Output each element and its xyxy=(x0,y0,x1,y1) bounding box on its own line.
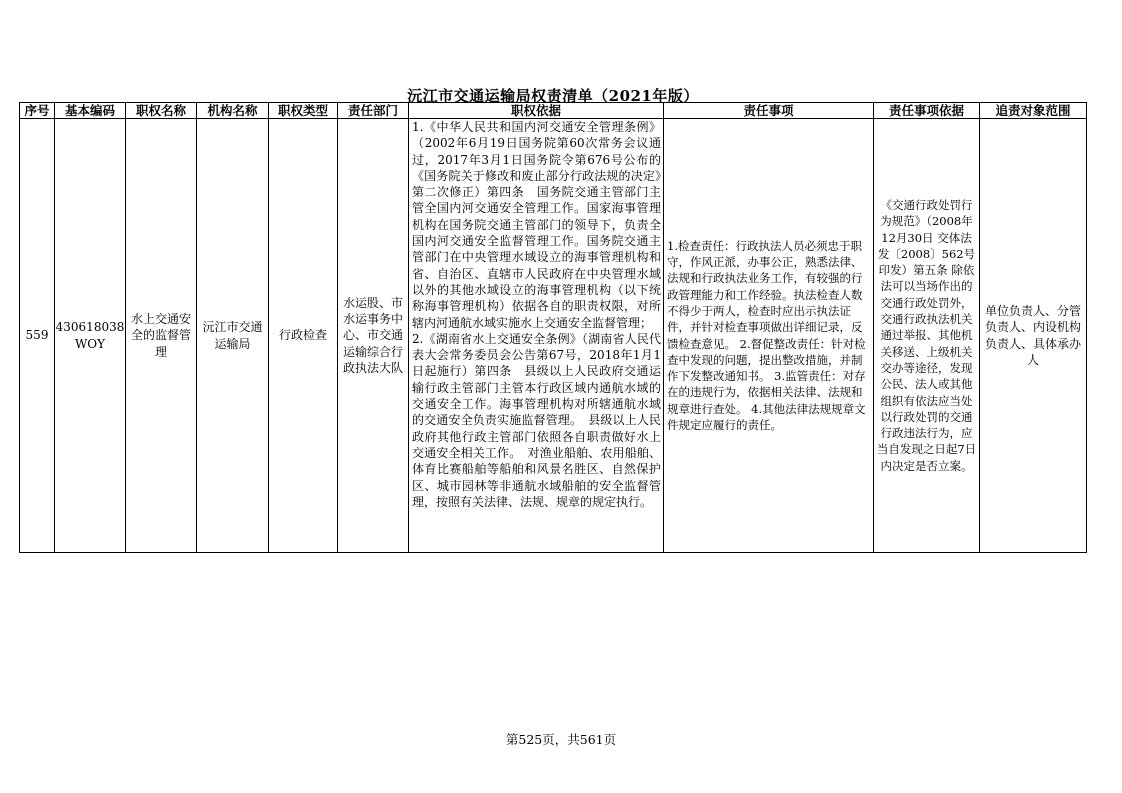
document-title: 沅江市交通运输局权责清单（2021年版） xyxy=(407,87,699,105)
cell-accountability xyxy=(980,119,1087,553)
responsibility-table xyxy=(19,102,1087,553)
header-row xyxy=(20,103,1087,119)
basis-text: 1.《中华人民共和国内河交通安全管理条例》（2002年6月19日国务院第60次常务会议通过，2017年3月1日国务院令第676号公布的《国务院关于修改和废止部分行政法规的决定》第二次修正）第四条 国务院交通主管部门主管全国内河交通安全管理工作。国家海事管理机构在国务院交通主管部门的领导下，负责全国内河交通安全监督管理工作。国务院交通主管部门在中央管理水域设立的海事管理机构和省、自治区、直辖市人民政府在中央管理水域以外的其他水域设立的海事管理机构（以下统称海事管理机构）依据各自的职责权限，对所辖内河通航水域实施水上交通安全监督管理； 2.《湖南省水上交通安全条例》（湖南省人民代表大会常务委员会公告第67号，2018年1月1日起施行）第四条 县级以上人民政府交通运输行政主管部门主管本行政区域内通航水域的交通安全工作。海事管理机构对所辖通航水域的交通安全负责实施监督管理。 县级以上人民政府其他行政主管部门依照各自职责做好水上交通安全相关工作。 对渔业船舶、农用船舶、体育比赛船舶等船舶和风景名胜区、自然保护区、城市园林等非通航水域船舶的安全监督管理，按照有关法律、法规、规章的规定执行。 xyxy=(412,120,661,509)
cell-dept: 水运股、市水运事务中心、市交通运输综合行政执法大队 xyxy=(338,119,409,553)
cell-seq: 559 xyxy=(20,119,55,553)
header-dept: 责任部门 xyxy=(338,103,409,119)
page-number: 第525页，共561页 xyxy=(505,732,617,747)
cell-power-name: 水上交通安全的监督管理 xyxy=(126,119,197,553)
cell-basis xyxy=(409,119,664,553)
cell-code: 430618038WOY xyxy=(55,119,126,553)
header-org-name: 机构名称 xyxy=(197,103,269,119)
header-power-name: 职权名称 xyxy=(126,103,197,119)
header-resp-basis: 责任事项依据 xyxy=(874,103,980,119)
table-row xyxy=(20,119,1087,553)
cell-org-name: 沅江市交通运输局 xyxy=(197,119,269,553)
header-basis: 职权依据 xyxy=(409,103,664,119)
accountability-text: 单位负责人、分管负责人、内设机构负责人、具体承办人 xyxy=(984,303,1081,367)
cell-resp-basis xyxy=(874,119,980,553)
header-power-type: 职权类型 xyxy=(269,103,338,119)
responsibilities-text: 1.检查责任：行政执法人员必须忠于职守，作风正派，办事公正，熟悉法律、法规和行政执法业务工作，有较强的行政管理能力和工作经验。执法检查人数不得少于两人，检查时应出示执法证件，并针对检查事项做出详细记录，反馈检查意见。 2.督促整改责任：针对检查中发现的问题，提出整改措施，并制作下发整改通知书。 3.监管责任：对存在的违规行为，依据相关法律、法规和规章进行查处。 4.其他法律法规规章文件规定应履行的责任。 xyxy=(667,238,866,432)
header-responsibilities: 责任事项 xyxy=(664,103,874,119)
header-seq: 序号 xyxy=(20,103,55,119)
resp-basis-text: 《交通行政处罚行为规范》（2008年12月30日 交体法发〔2008〕562号印发）第五条 除依法可以当场作出的交通行政处罚外，交通行政执法机关通过举报、其他机关移送、上级机关交办等途径，发现公民、法人或其他组织有依法应当处以行政处罚的交通行政违法行为，应当自发现之日起7日内决定是否立案。 xyxy=(876,197,977,473)
header-code: 基本编码 xyxy=(55,103,126,119)
cell-responsibilities xyxy=(664,119,874,553)
header-accountability: 追责对象范围 xyxy=(980,103,1087,119)
cell-power-type: 行政检查 xyxy=(269,119,338,553)
